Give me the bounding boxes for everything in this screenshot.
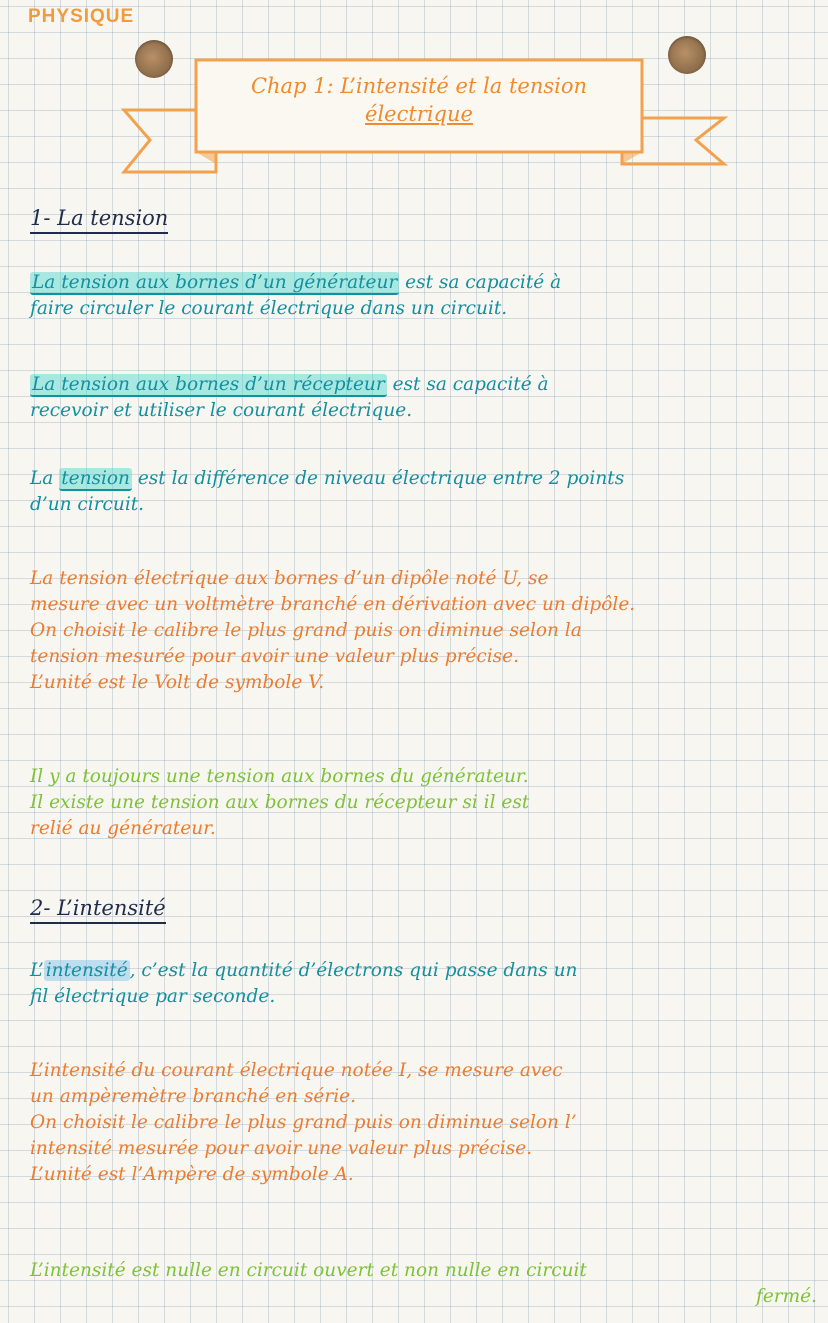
subject-label: PHYSIQUE — [28, 6, 135, 27]
paragraph-line: d’un circuit. — [30, 494, 145, 515]
paragraph-line: L’intensité est nulle en circuit ouvert et non nulle en circuit — [30, 1260, 587, 1281]
paragraph-line: un ampèremètre branché en série. — [30, 1086, 356, 1107]
paragraph-open-circuit — [30, 1258, 817, 1310]
paragraph-generator — [30, 270, 561, 322]
paragraph-line: L’intensité du courant électrique notée I, se mesure avec — [30, 1060, 563, 1081]
text: L’ — [30, 960, 44, 981]
paragraph-line — [30, 466, 624, 492]
paragraph-line: L’unité est le Volt de symbole V. — [30, 672, 325, 693]
chapter-title-line1: Chap 1: L’intensité et la tension — [250, 74, 588, 98]
paragraph-line: relié au générateur. — [30, 818, 216, 839]
highlight: intensité — [45, 960, 128, 981]
paragraph-line: La tension électrique aux bornes d’un dipôle noté U, se — [30, 568, 549, 589]
paragraph-line — [30, 372, 549, 398]
text: , c’est la quantité d’électrons qui passe dans un — [129, 960, 578, 981]
paragraph-line: fil électrique par seconde. — [30, 986, 276, 1007]
paragraph-voltmeter — [30, 566, 635, 696]
text: est sa capacité à — [386, 374, 549, 395]
paragraph-line — [30, 270, 561, 296]
paragraph-line: Il y a toujours une tension aux bornes du générateur. — [30, 766, 529, 787]
text: est la différence de niveau électrique entre 2 points — [131, 468, 625, 489]
paragraph-always-voltage — [30, 764, 529, 842]
paragraph-line: L’unité est l’Ampère de symbole A. — [30, 1164, 354, 1185]
paragraph-line: recevoir et utiliser le courant électrique. — [30, 400, 413, 421]
paragraph-line: tension mesurée pour avoir une valeur plus précise. — [30, 646, 519, 667]
paragraph-line: mesure avec un voltmètre branché en dérivation avec un dipôle. — [30, 594, 636, 615]
chapter-title — [196, 72, 642, 128]
text: La — [30, 468, 60, 489]
paragraph-intensity-definition — [30, 958, 577, 1010]
paragraph-line: faire circuler le courant électrique dans un circuit. — [30, 298, 508, 319]
highlight: tension — [61, 468, 130, 489]
paragraph-line: Il existe une tension aux bornes du récepteur si il est — [30, 792, 530, 813]
paragraph-line: On choisit le calibre le plus grand puis on diminue selon l’ — [30, 1112, 577, 1133]
section-heading-tension: 1- La tension — [30, 206, 168, 234]
paragraph-definition — [30, 466, 624, 518]
paragraph-receiver — [30, 372, 549, 424]
section-heading-intensity: 2- L’intensité — [30, 896, 166, 924]
text: est sa capacité à — [399, 272, 562, 293]
paragraph-line: fermé. — [756, 1286, 818, 1307]
paragraph-line: intensité mesurée pour avoir une valeur plus précise. — [30, 1138, 533, 1159]
highlight: La tension aux bornes d’un récepteur — [32, 374, 385, 395]
paragraph-ammeter — [30, 1058, 577, 1188]
paragraph-line — [30, 958, 577, 984]
paragraph-line: On choisit le calibre le plus grand puis on diminue selon la — [30, 620, 582, 641]
chapter-title-line2: électrique — [365, 102, 473, 126]
highlight: La tension aux bornes d’un générateur — [32, 272, 398, 293]
